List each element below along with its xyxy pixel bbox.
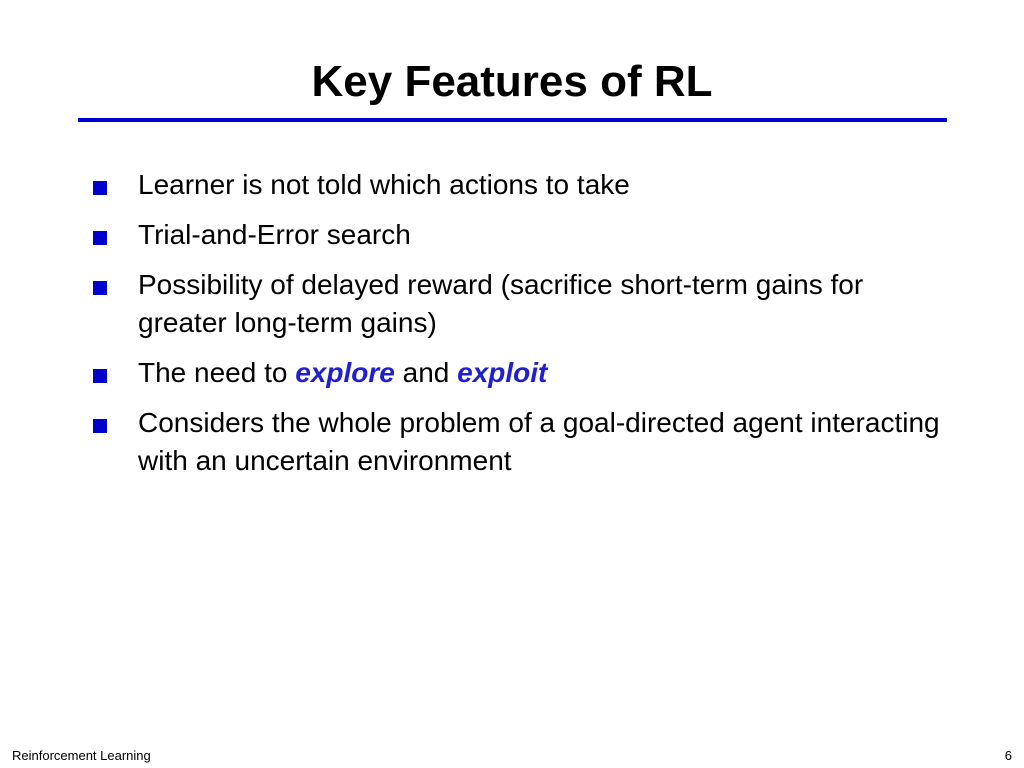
bullet-list: [93, 166, 953, 492]
bullet-item: [93, 354, 953, 392]
bullet-item: [93, 216, 953, 254]
emphasis-exploit: exploit: [457, 357, 548, 388]
bullet-text: Possibility of delayed reward (sacrifice short-term gains for greater long-term gains): [138, 269, 864, 338]
bullet-text-middle: and: [394, 357, 458, 388]
bullet-item: [93, 166, 953, 204]
bullet-text: Trial-and-Error search: [138, 219, 411, 250]
bullet-text: Learner is not told which actions to take: [138, 169, 630, 200]
square-bullet-icon: [93, 419, 107, 433]
square-bullet-icon: [93, 281, 107, 295]
square-bullet-icon: [93, 181, 107, 195]
bullet-item: [93, 266, 953, 342]
title-underline-rule: [78, 118, 947, 122]
slide-title: Key Features of RL: [311, 57, 713, 106]
bullet-item: [93, 404, 953, 480]
square-bullet-icon: [93, 231, 107, 245]
footer-page-number: 6: [1004, 748, 1012, 763]
footer-course-title: Reinforcement Learning: [12, 748, 151, 763]
square-bullet-icon: [93, 369, 107, 383]
bullet-text-prefix: The need to: [138, 357, 296, 388]
bullet-text: Considers the whole problem of a goal-directed agent interacting with an uncertain environment: [138, 407, 940, 476]
emphasis-explore: explore: [295, 357, 395, 388]
